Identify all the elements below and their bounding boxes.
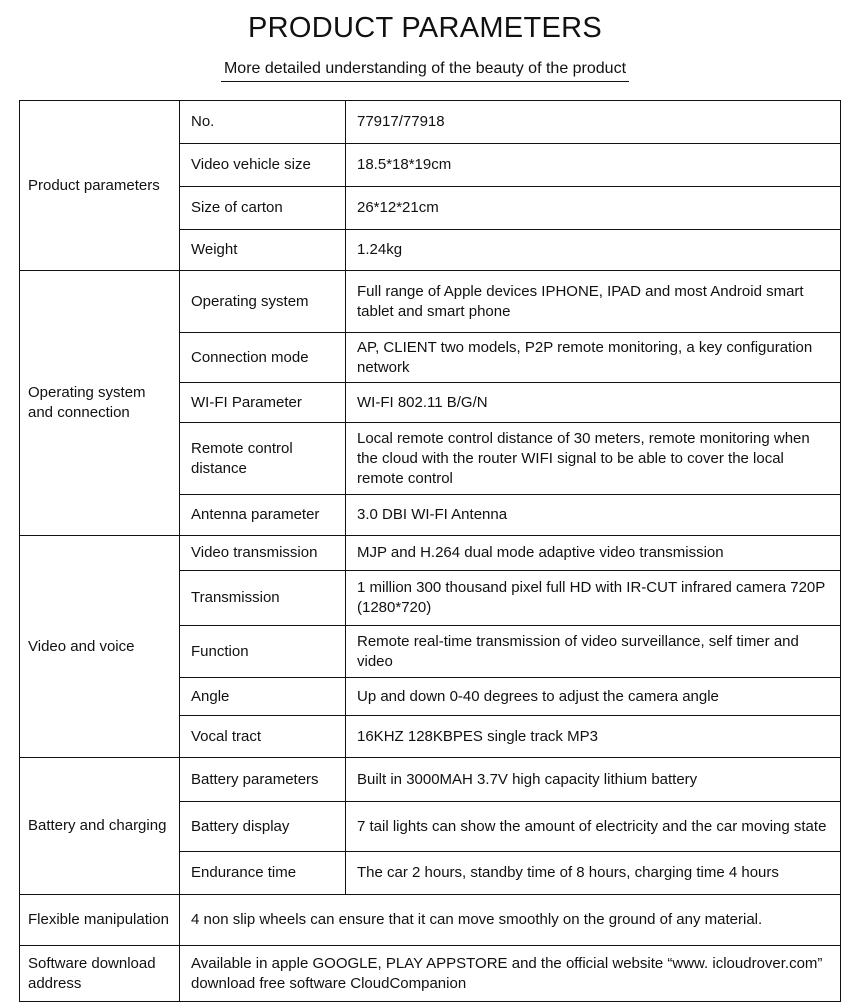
row-label: Angle <box>180 678 346 716</box>
parameters-table <box>19 100 841 1002</box>
row-label: Connection mode <box>180 333 346 383</box>
row-value: AP, CLIENT two models, P2P remote monitoring, a key configuration network <box>346 333 841 383</box>
row-value: Local remote control distance of 30 meters, remote monitoring when the cloud with the router WIFI signal to be able to cover the local remote control <box>346 423 841 495</box>
table-row <box>20 758 841 802</box>
row-label: Antenna parameter <box>180 495 346 536</box>
group-video-voice: Video and voice <box>20 536 180 758</box>
row-label: WI-FI Parameter <box>180 383 346 423</box>
row-value: 16KHZ 128KBPES single track MP3 <box>346 716 841 758</box>
group-battery-charging: Battery and charging <box>20 758 180 895</box>
row-value: MJP and H.264 dual mode adaptive video transmission <box>346 536 841 571</box>
row-value: 1 million 300 thousand pixel full HD with IR-CUT infrared camera 720P (1280*720) <box>346 571 841 626</box>
group-operating-system: Operating system and connection <box>20 271 180 536</box>
row-value: WI-FI 802.11 B/G/N <box>346 383 841 423</box>
row-value: 3.0 DBI WI-FI Antenna <box>346 495 841 536</box>
row-value: 18.5*18*19cm <box>346 144 841 187</box>
row-value: Available in apple GOOGLE, PLAY APPSTORE and the official website “www. icloudrover.com” download free software CloudCompanion <box>180 946 841 1002</box>
row-label: Battery display <box>180 802 346 852</box>
table-row <box>20 895 841 946</box>
row-label: Video vehicle size <box>180 144 346 187</box>
row-value: Remote real-time transmission of video surveillance, self timer and video <box>346 626 841 678</box>
table-row <box>20 536 841 571</box>
table-row <box>20 101 841 144</box>
row-label: Function <box>180 626 346 678</box>
row-value: Up and down 0-40 degrees to adjust the camera angle <box>346 678 841 716</box>
page-title: PRODUCT PARAMETERS <box>248 12 602 44</box>
row-label: Video transmission <box>180 536 346 571</box>
row-label: Endurance time <box>180 852 346 895</box>
group-software-download: Software download address <box>20 946 180 1002</box>
row-label: Battery parameters <box>180 758 346 802</box>
row-label: Vocal tract <box>180 716 346 758</box>
row-value: Full range of Apple devices IPHONE, IPAD and most Android smart tablet and smart phone <box>346 271 841 333</box>
row-label: Remote control distance <box>180 423 346 495</box>
row-value: 7 tail lights can show the amount of electricity and the car moving state <box>346 802 841 852</box>
row-label: No. <box>180 101 346 144</box>
row-label: Size of carton <box>180 187 346 230</box>
subtitle-container <box>0 58 850 82</box>
table-row <box>20 271 841 333</box>
row-value: The car 2 hours, standby time of 8 hours, charging time 4 hours <box>346 852 841 895</box>
group-product-parameters: Product parameters <box>20 101 180 271</box>
row-label: Weight <box>180 230 346 271</box>
row-value: 1.24kg <box>346 230 841 271</box>
page-subtitle: More detailed understanding of the beauty of the product <box>221 58 629 82</box>
table-row <box>20 946 841 1002</box>
row-value: 77917/77918 <box>346 101 841 144</box>
row-label: Transmission <box>180 571 346 626</box>
group-flexible-manipulation: Flexible manipulation <box>20 895 180 946</box>
row-label: Operating system <box>180 271 346 333</box>
row-value: 4 non slip wheels can ensure that it can move smoothly on the ground of any material. <box>180 895 841 946</box>
row-value: 26*12*21cm <box>346 187 841 230</box>
row-value: Built in 3000MAH 3.7V high capacity lithium battery <box>346 758 841 802</box>
